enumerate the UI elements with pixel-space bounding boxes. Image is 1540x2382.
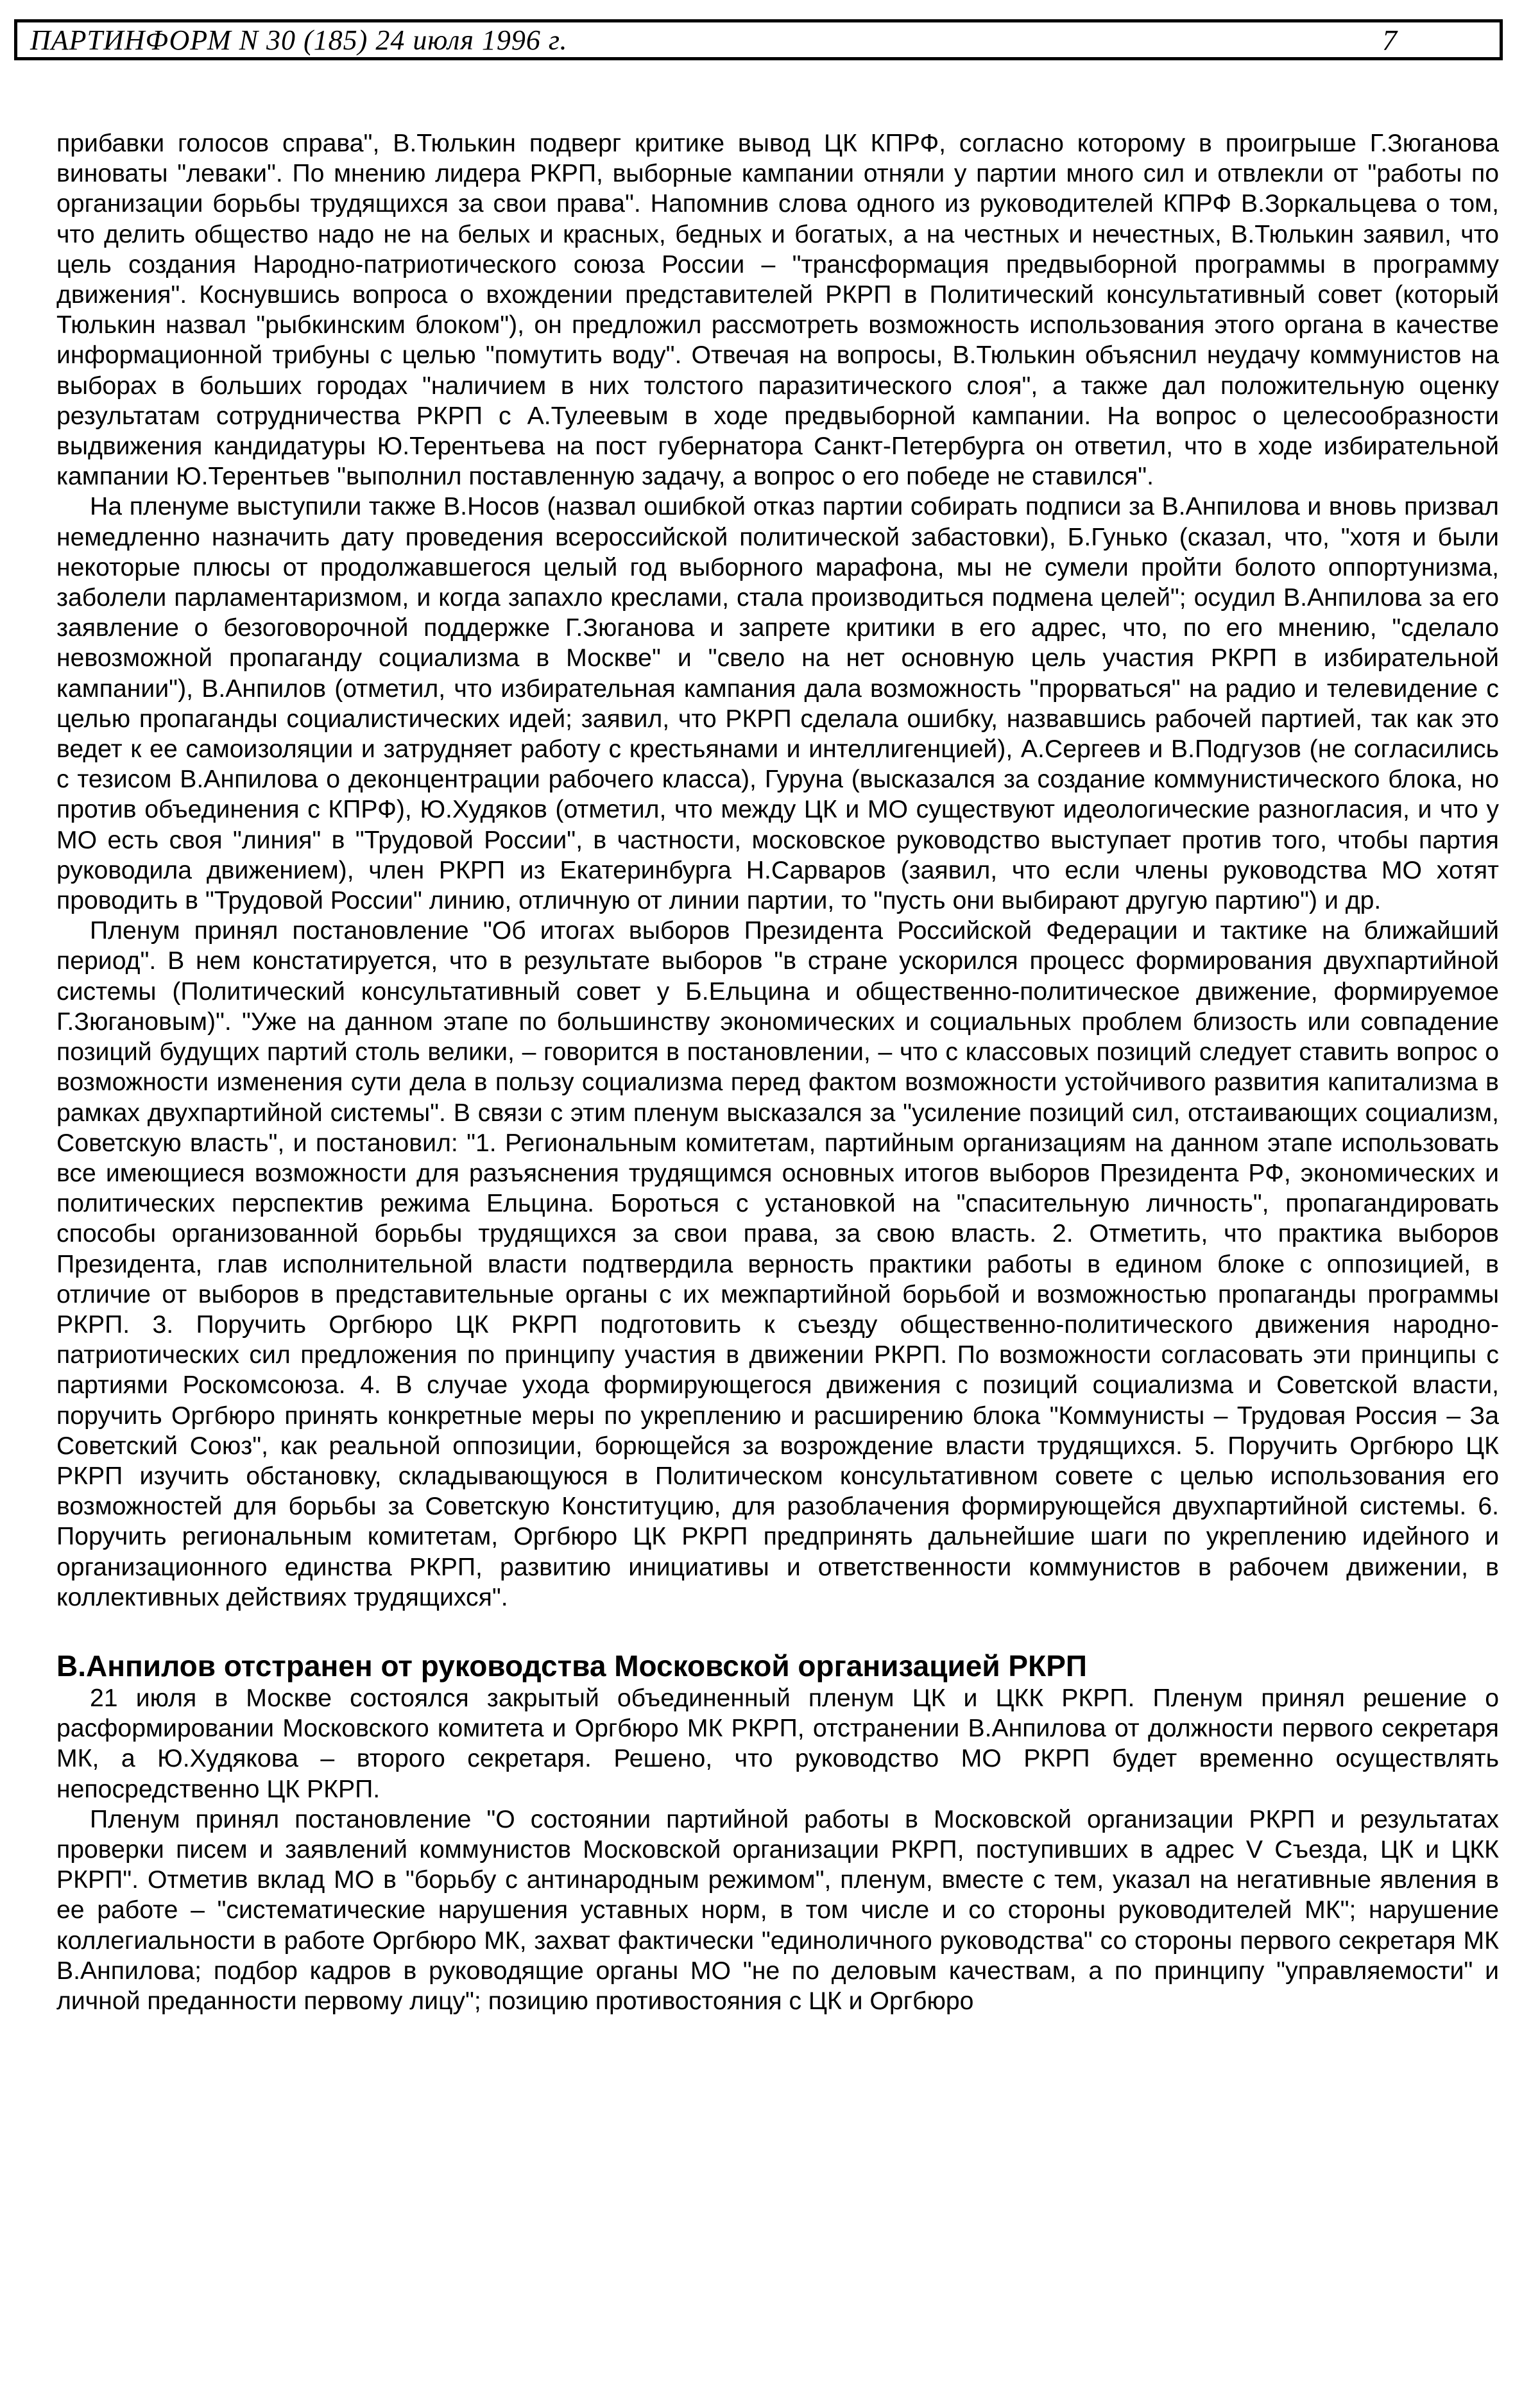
page-header — [14, 19, 1503, 60]
article1-paragraph-2: На пленуме выступили также В.Носов (назвал ошибкой отказ партии собирать подписи за В.Анпилова и вновь призвал немедленно назначить дату проведения всероссийской политической забастовки), Б.Гунько (сказал, что, "хотя и были некоторые плюсы от продолжавшегося целый год выборного марафона, мы не сумели пройти болото оппортунизма, заболели парламентаризмом, и когда запахло креслами, стала производиться подмена целей"; осудил В.Анпилова за его заявление о безоговорочной поддержке Г.Зюганова и запрете критики в его адрес, что, по его мнению, "сделало невозможной пропаганду социализма в Москве" и "свело на нет основную цель участия РКРП в избирательной кампании"), В.Анпилов (отметил, что избирательная кампания дала возможность "прорваться" на радио и телевидение с целью пропаганды социалистических идей; заявил, что РКРП сделала ошибку, назвавшись рабочей партией, так как это ведет к ее самоизоляции и затрудняет работу с крестьянами и интеллигенцией), А.Сергеев и В.Подгузов (не согласились с тезисом В.Анпилова о деконцентрации рабочего класса), Гуруна (высказался за создание коммунистического блока, но против объединения с КПРФ), Ю.Худяков (отметил, что между ЦК и МО существуют идеологические разногласия, и что у МО есть своя "линия" в "Трудовой России", в частности, московское руководство выступает против того, чтобы партия руководила движением), член РКРП из Екатеринбурга Н.Сарваров (заявил, что если члены руководства МО хотят проводить в "Трудовой России" линию, отличную от линии партии, то "пусть они выбирают другую партию") и др. — [56, 493, 1499, 915]
article2-paragraph-2: Пленум принял постановление "О состоянии партийной работы в Московской организации РКРП и результатах проверки писем и заявлений коммунистов Московской организации РКРП, поступивших в адрес V Съезда, ЦК и ЦКК РКРП". Отметив вклад МО в "борьбу с антинародным режимом", пленум, вместе с тем, указал на негативные явления в ее работе – "систематические нарушения уставных норм, в том числе и со стороны руководителей МК"; нарушение коллегиальности в работе Оргбюро МК, захват фактически "единоличного руководства" со стороны первого секретаря МК В.Анпилова; подбор кадров в руководящие органы МО "не по деловым качествам, а по принципу "управляемости" и личной преданности первому лицу"; позицию противостояния с ЦК и Оргбюро — [56, 1805, 1499, 2015]
page-content — [56, 128, 1499, 2016]
article2-title: В.Анпилов отстранен от руководства Московской организацией РКРП — [56, 1649, 1087, 1683]
publication-title: ПАРТИНФОРМ N 30 (185) 24 июля 1996 г. — [30, 24, 568, 56]
page-number: 7 — [1382, 23, 1397, 56]
article1-paragraph-1: прибавки голосов справа", В.Тюлькин подверг критике вывод ЦК КПРФ, согласно которому в проигрыше Г.Зюганова виноваты "леваки". По мнению лидера РКРП, выборные кампании отняли у партии много сил и отвлекли от "работы по организации борьбы трудящихся за свои права". Напомнив слова одного из руководителей КПРФ В.Зоркальцева о том, что делить общество надо не на белых и красных, бедных и богатых, а на честных и нечестных, В.Тюлькин заявил, что цель создания Народно-патриотического союза России – "трансформация предвыборной программы в программу движения". Коснувшись вопроса о вхождении представителей РКРП в Политический консультативный совет (который Тюлькин назвал "рыбкинским блоком"), он предложил рассмотреть возможность использования этого органа в качестве информационной трибуны с целью "помутить воду". Отвечая на вопросы, В.Тюлькин объяснил неудачу коммунистов на выборах в больших городах "наличием в них толстого паразитического слоя", а также дал положительную оценку результатам сотрудничества РКРП с А.Тулеевым в ходе предвыборной кампании. На вопрос о целесообразности выдвижения кандидатуры Ю.Терентьева на пост губернатора Санкт-Петербурга он ответил, что в ходе избирательной кампании Ю.Терентьев "выполнил поставленную задачу, а вопрос о его победе не ставился". — [56, 130, 1499, 491]
article1-paragraph-3: Пленум принял постановление "Об итогах выборов Президента Российской Федерации и тактике на ближайший период". В нем констатируется, что в результате выборов "в стране ускорился процесс формирования двухпартийной системы (Политический консультативный совет у Б.Ельцина и общественно-политическое движение, формируемое Г.Зюгановым)". "Уже на данном этапе по большинству экономических и социальных проблем близость или совпадение позиций будущих партий столь велики, – говорится в постановлении, – что с классовых позиций следует ставить вопрос о возможности изменения сути дела в пользу социализма перед фактом возможности устойчивого развития капитализма в рамках двухпартийной системы". В связи с этим пленум высказался за "усиление позиций сил, отстаивающих социализм, Советскую власть", и постановил: "1. Региональным комитетам, партийным организациям на данном этапе использовать все имеющиеся возможности для разъяснения трудящимся основных итогов выборов Президента РФ, экономических и политических перспектив режима Ельцина. Бороться с установкой на "спасительную личность", пропагандировать способы организованной борьбы трудящихся за свои права, за свою власть. 2. Отметить, что практика выборов Президента, глав исполнительной власти подтвердила верность практики работы в едином блоке с оппозицией, в отличие от выборов в представительные органы с их межпартийной борьбой и возможностью пропаганды программы РКРП. 3. Поручить Оргбюро ЦК РКРП подготовить к съезду общественно-политического движения народно-патриотических сил предложения по принципу участия в движении РКРП. По возможности согласовать эти принципы с партиями Роскомсоюза. 4. В случае ухода формирующегося движения с позиций социализма и Советской власти, поручить Оргбюро принять конкретные меры по укреплению и расширению блока "Коммунисты – Трудовая Россия – За Советский Союз", как реальной оппозиции, борющейся за возрождение власти трудящихся. 5. Поручить Оргбюро ЦК РКРП изучить обстановку, складывающуюся в Политическом консультативном совете с целью использования его возможностей для борьбы за Советскую Конституцию, для разоблачения формирующейся двухпартийной системы. 6. Поручить региональным комитетам, Оргбюро ЦК РКРП предпринять дальнейшие шаги по укреплению идейного и организационного единства РКРП, развитию инициативы и ответственности коммунистов в рабочем движении, в коллективных действиях трудящихся". — [56, 917, 1499, 1611]
article2-paragraph-1: 21 июля в Москве состоялся закрытый объединенный пленум ЦК и ЦКК РКРП. Пленум принял решение о расформировании Московского комитета и Оргбюро МК РКРП, отстранении В.Анпилова от должности первого секретаря МК, а Ю.Худякова – второго секретаря. Решено, что руководство МО РКРП будет временно осуществлять непосредственно ЦК РКРП. — [56, 1684, 1499, 1803]
